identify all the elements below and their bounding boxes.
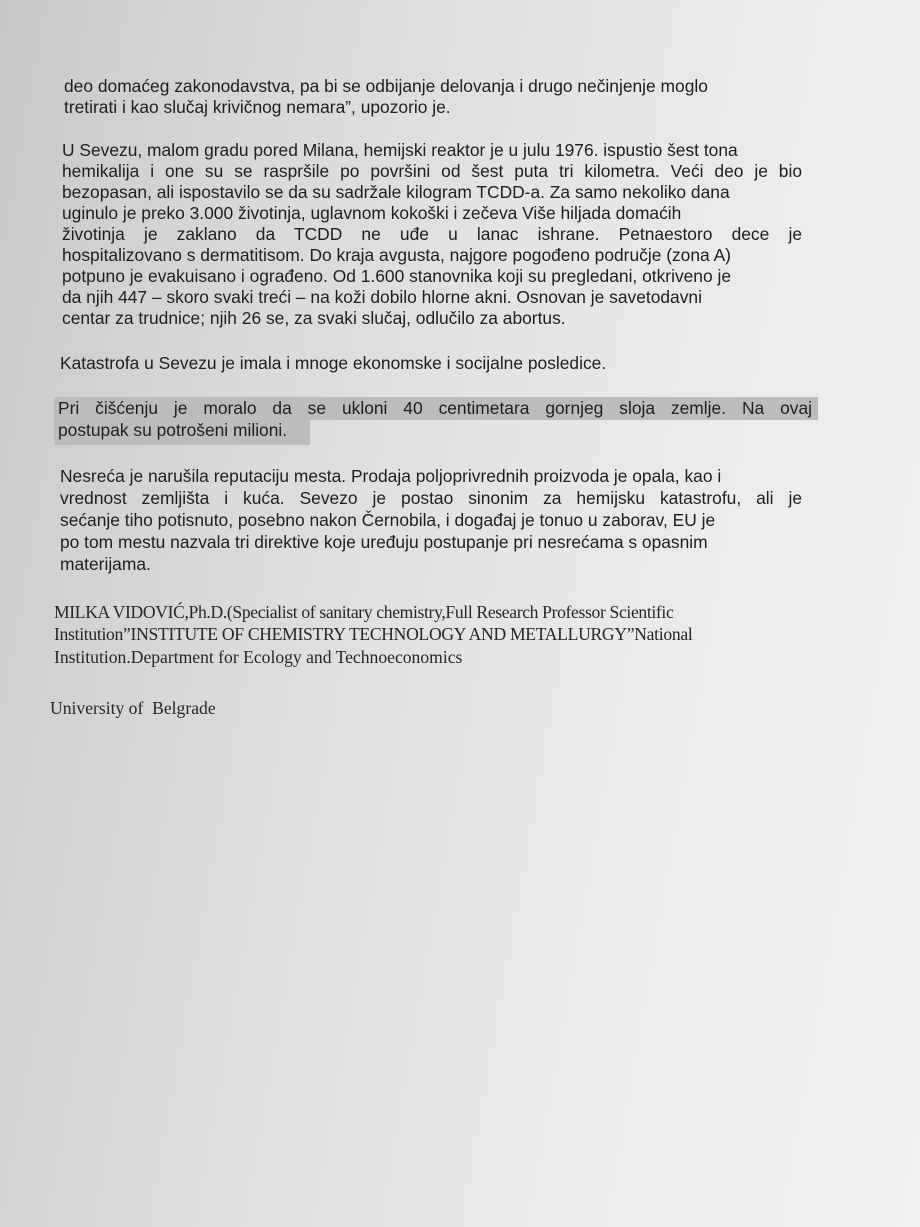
text-line: bezopasan, ali ispostavilo se da su sadržale kilogram TCDD-a. Za samo nekoliko dana xyxy=(62,182,730,202)
text-line: Nesreća je narušila reputaciju mesta. Prodaja poljoprivrednih proizvoda je opala, kao i xyxy=(60,466,722,486)
text-line: deo domaćeg zakonodavstva, pa bi se odbijanje delovanja i drugo nečinjenje moglo xyxy=(64,76,708,96)
text-line: postupak su potrošeni milioni. xyxy=(58,420,288,440)
text-line: hemikalija i one su se raspršile po površini od šest puta tri kilometra. Veći deo je bio xyxy=(62,161,802,181)
text-line: da njih 447 – skoro svaki treći – na koži dobilo hlorne akni. Osnovan je savetodavni xyxy=(62,287,702,307)
text-line: Pri čišćenju je moralo da se ukloni 40 centimetara gornjeg sloja zemlje. Na ovaj xyxy=(58,398,812,418)
text-line: hospitalizovano s dermatitisom. Do kraja avgusta, najgore pogođeno područje (zona A) xyxy=(62,245,731,265)
text-line: U Sevezu, malom gradu pored Milana, hemijski reaktor je u julu 1976. ispustio šest tona xyxy=(62,140,738,160)
text-line: životinja je zaklano da TCDD ne uđe u lanac ishrane. Petnaestoro dece je xyxy=(62,224,802,244)
text-line: Institution”INSTITUTE OF CHEMISTRY TECHNOLOGY AND METALLURGY”National xyxy=(54,624,693,644)
text-line: MILKA VIDOVIĆ,Ph.D.(Specialist of sanitary chemistry,Full Research Professor Scientific xyxy=(54,602,674,622)
text-line: potpuno je evakuisano i ograđeno. Od 1.600 stanovnika koji su pregledani, otkriveno je xyxy=(62,266,732,286)
text-line: po tom mestu nazvala tri direktive koje uređuju postupanje pri nesrećama s opasnim xyxy=(60,532,708,552)
text-line: Katastrofa u Sevezu je imala i mnoge ekonomske i socijalne posledice. xyxy=(60,353,607,373)
text-line: vrednost zemljišta i kuća. Sevezo je postao sinonim za hemijsku katastrofu, ali je xyxy=(60,488,802,508)
text-line: tretirati i kao slučaj krivičnog nemara”, upozorio je. xyxy=(64,97,451,117)
text-line: uginulo je preko 3.000 životinja, uglavnom kokoški i zečeva Više hiljada domaćih xyxy=(62,203,682,223)
text-line: University of Belgrade xyxy=(50,698,216,718)
text-line: sećanje tiho potisnuto, posebno nakon Černobila, i događaj je tonuo u zaborav, EU je xyxy=(60,510,716,530)
text-line: Institution.Department for Ecology and Technoeconomics xyxy=(54,647,463,667)
text-line: materijama. xyxy=(60,554,151,574)
text-line: centar za trudnice; njih 26 se, za svaki slučaj, odlučilo za abortus. xyxy=(62,308,566,328)
